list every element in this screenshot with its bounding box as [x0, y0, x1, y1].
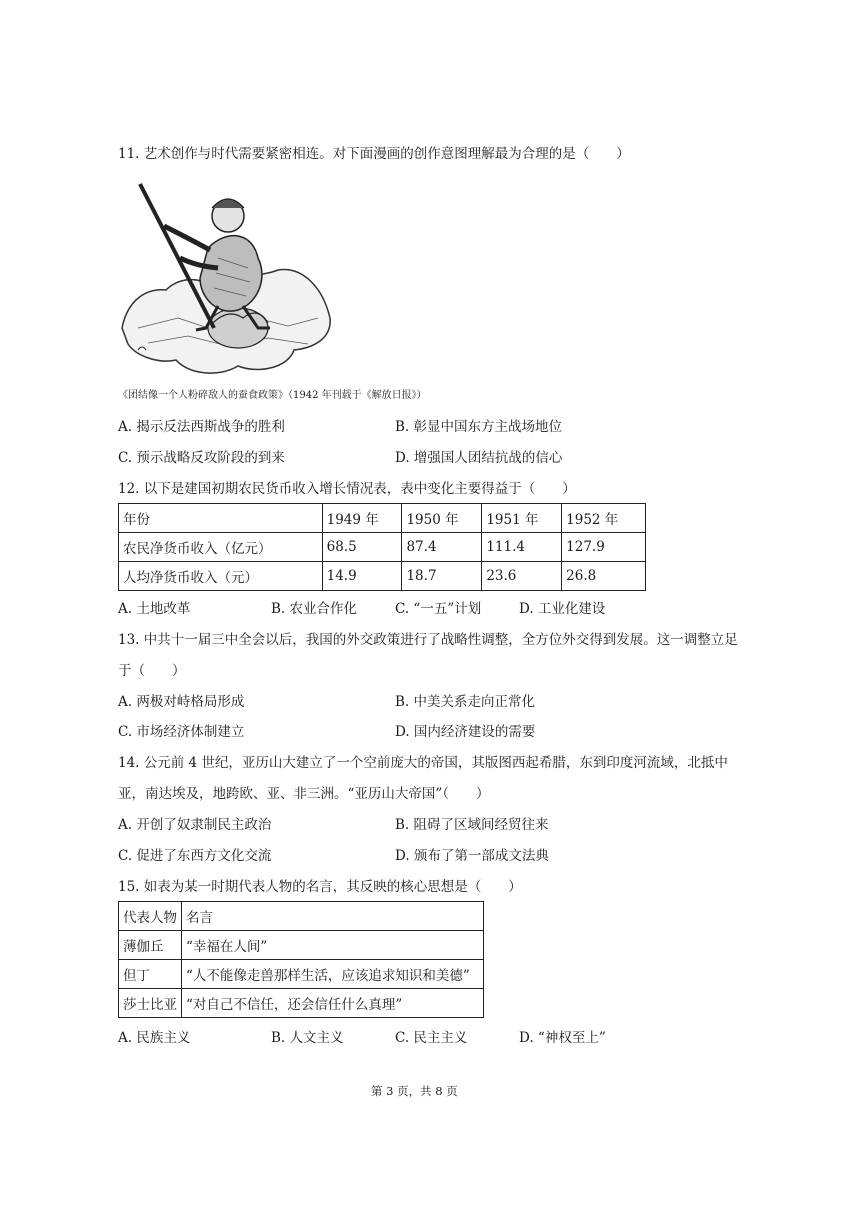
table-row [119, 989, 484, 1018]
table-cell: “幸福在人间” [182, 931, 484, 960]
q14-option-a[interactable]: A. 开创了奴隶制民主政治 [118, 817, 272, 833]
q14-option-c[interactable]: C. 促进了东西方文化交流 [118, 848, 272, 864]
question-14-stem-line1: 14. 公元前 4 世纪，亚历山大建立了一个空前庞大的帝国，其版图西起希腊，东到印度河流域，北抵中 [118, 755, 728, 771]
question-13-stem-line2: 于（ ） [118, 663, 186, 679]
question-14-stem-line2: 亚，南达埃及，地跨欧、亚、非三洲。“亚历山大帝国”（ ） [118, 786, 490, 802]
table-cell: 23.6 [482, 562, 562, 591]
table-cell: “对自己不信任，还会信任什么真理” [182, 989, 484, 1018]
table-row [119, 960, 484, 989]
table-cell: 111.4 [482, 533, 562, 562]
table-header-cell: 1952 年 [562, 504, 646, 533]
question-12-stem: 12. 以下是建国初期农民货币收入增长情况表，表中变化主要得益于（ ） [118, 481, 576, 497]
q12-option-c[interactable]: C. “一五”计划 [395, 601, 482, 617]
table-cell: 但丁 [119, 960, 182, 989]
table-row [119, 562, 646, 591]
table-cell: “人不能像走兽那样生活，应该追求知识和美德” [182, 960, 484, 989]
table-cell: 14.9 [322, 562, 402, 591]
q13-option-b[interactable]: B. 中美关系走向正常化 [395, 694, 536, 710]
q15-option-c[interactable]: C. 民主主义 [395, 1030, 468, 1046]
table-cell: 薄伽丘 [119, 931, 182, 960]
table-header-cell: 代表人物 [119, 902, 182, 931]
q11-option-d[interactable]: D. 增强国人团结抗战的信心 [395, 450, 563, 466]
q12-option-a[interactable]: A. 土地改革 [118, 601, 191, 617]
table-cell: 127.9 [562, 533, 646, 562]
page-footer: 第 3 页，共 8 页 [371, 1084, 458, 1098]
table-header-cell: 1950 年 [402, 504, 482, 533]
income-table [118, 503, 646, 591]
q11-option-c[interactable]: C. 预示战略反攻阶段的到来 [118, 450, 285, 466]
q13-option-c[interactable]: C. 市场经济体制建立 [118, 724, 245, 740]
q15-option-d[interactable]: D. “神权至上” [519, 1030, 606, 1046]
q13-option-d[interactable]: D. 国内经济建设的需要 [395, 724, 536, 740]
table-header-cell: 1951 年 [482, 504, 562, 533]
quotes-table [118, 901, 484, 1018]
question-11-stem: 11. 艺术创作与时代需要紧密相连。对下面漫画的创作意图理解最为合理的是（ ） [118, 146, 630, 162]
table-cell: 18.7 [402, 562, 482, 591]
cartoon-caption: 《团结像一个人粉碎敌人的蚕食政策》（1942 年刊载于《解放日报》） [118, 390, 427, 401]
table-row [119, 931, 484, 960]
q12-option-d[interactable]: D. 工业化建设 [519, 601, 606, 617]
q12-option-b[interactable]: B. 农业合作化 [271, 601, 358, 617]
table-cell: 68.5 [322, 533, 402, 562]
q15-option-a[interactable]: A. 民族主义 [118, 1030, 191, 1046]
table-cell: 87.4 [402, 533, 482, 562]
table-cell: 莎士比亚 [119, 989, 182, 1018]
q14-option-d[interactable]: D. 颁布了第一部成文法典 [395, 848, 549, 864]
q13-option-a[interactable]: A. 两极对峙格局形成 [118, 694, 245, 710]
table-cell: 人均净货币收入（元） [119, 562, 323, 591]
question-13-stem-line1: 13. 中共十一届三中全会以后，我国的外交政策进行了战略性调整，全方位外交得到发展。这一调整立足 [118, 632, 738, 648]
table-header-cell: 名言 [182, 902, 484, 931]
q14-option-b[interactable]: B. 阻碍了区域间经贸往来 [395, 817, 549, 833]
q15-option-b[interactable]: B. 人文主义 [271, 1030, 344, 1046]
table-row [119, 533, 646, 562]
table-header-row [119, 504, 646, 533]
table-header-cell: 1949 年 [322, 504, 402, 533]
q11-option-a[interactable]: A. 揭示反法西斯战争的胜利 [118, 419, 285, 435]
q11-option-b[interactable]: B. 彰显中国东方主战场地位 [395, 419, 563, 435]
table-cell: 26.8 [562, 562, 646, 591]
cartoon-illustration [118, 178, 334, 383]
table-header-row [119, 902, 484, 931]
table-cell: 农民净货币收入（亿元） [119, 533, 323, 562]
question-15-stem: 15. 如表为某一时期代表人物的名言，其反映的核心思想是（ ） [118, 879, 522, 895]
table-header-cell: 年份 [119, 504, 323, 533]
